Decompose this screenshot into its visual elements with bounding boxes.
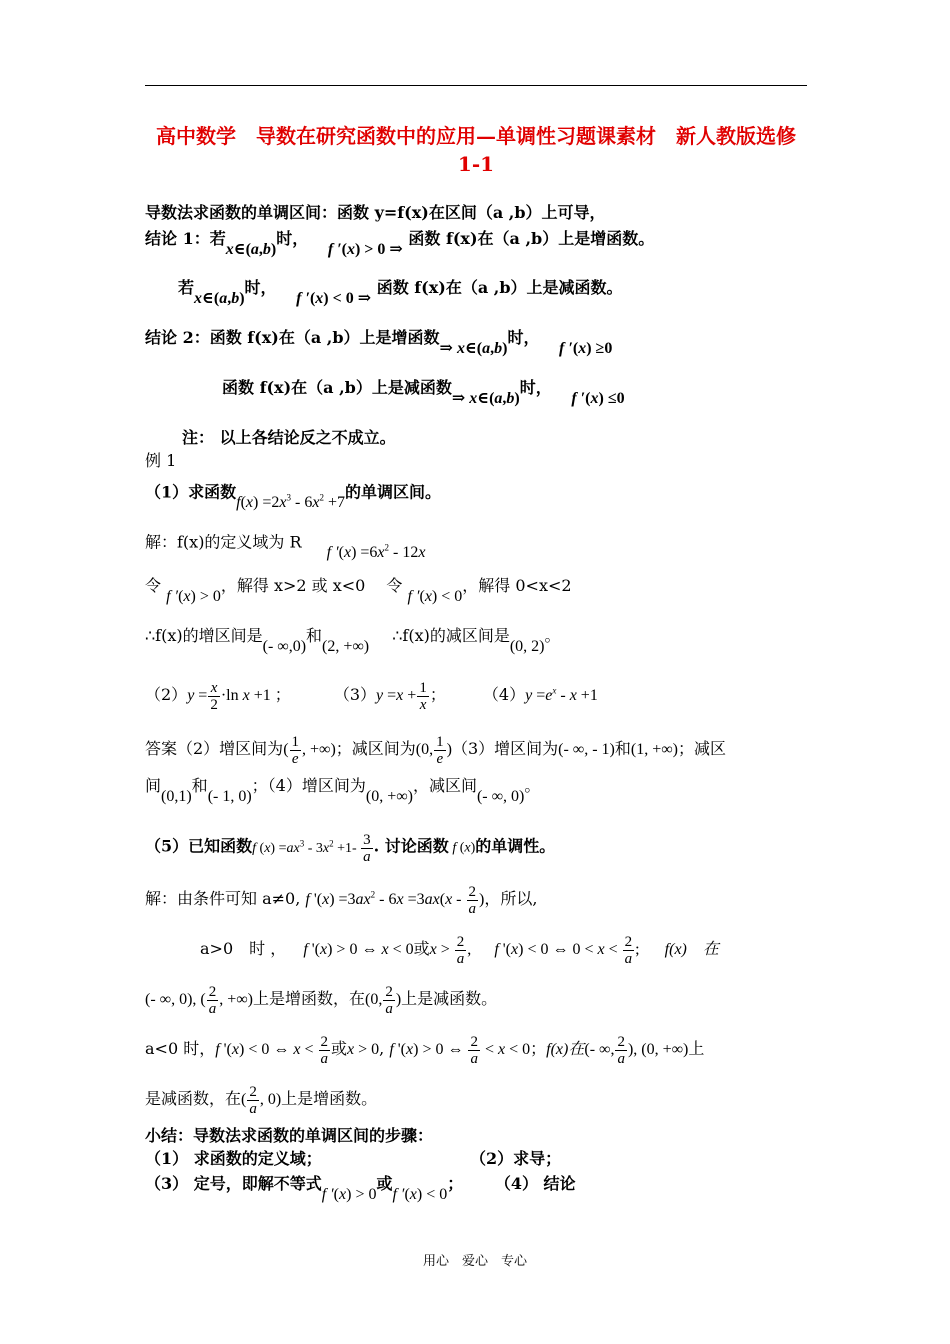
math-case-neg-increase: f '(x) > 0 ⇔ $\frac{2}{a}$ < x < 0: [389, 1034, 531, 1067]
fraction: $\frac{3}{a}$: [363, 832, 371, 865]
question-1: （1）求函数$f(x) =2x^3 - 6x^2 +7$的单调区间。: [145, 482, 441, 512]
conclusion-2b: 函数 f(x)在（a ,b）上是减函数⇒ x∈(a,b)时， f ′(x) ≤0: [222, 378, 625, 407]
document-title: 高中数学 导数在研究函数中的应用—单调性习题课素材 新人教版选修1-1: [156, 124, 796, 176]
math-interval: (0, +∞): [365, 788, 413, 805]
math-x-in-ab: x∈(a,b): [194, 290, 245, 307]
solution-1-intervals: ∴f(x)的增区间是(- ∞,0)和(2, +∞) ∴f(x)的减区间是(0, 2)。: [145, 626, 561, 655]
math-q5-function: f $(x) =ax^3 - 3x^2 +1-$ $\frac{3}{a}$: [252, 832, 371, 865]
case-a-positive: a>0 时 ， f '(x) > 0 ⇔ x < 0或x > $\frac{2}{a}$ , f '(x) < 0 ⇔ 0 < x < $\frac{2}{a}$ ; f(x) 在: [200, 934, 719, 967]
math-case-neg-decrease: f '(x) < 0 ⇔ x < $\frac{2}{a}$ 或x > 0: [215, 1034, 380, 1067]
intro-line: 导数法求函数的单调区间：函数 y=f(x)在区间（a ,b）上可导，: [145, 203, 606, 222]
math-interval: (0, 2): [509, 638, 545, 655]
case-a-negative-result: 是减函数，在( $\frac{2}{a}$ , 0)上是增函数。: [145, 1084, 378, 1117]
math-case-pos-increase: f '(x) > 0 ⇔ x < 0或x > $\frac{2}{a}$ ,: [303, 934, 472, 967]
math-q2-function: y = $\frac{x}{2}$ ·ln x +1 ；: [187, 680, 291, 713]
math-interval: (- ∞, 0), ( $\frac{2}{a}$ , +∞): [145, 984, 253, 1017]
fraction: $\frac{2}{a}$: [468, 884, 476, 917]
fraction: $\frac{2}{a}$: [249, 1084, 257, 1117]
math-fprime-lt0: f ′(x) < 0: [407, 588, 463, 605]
solution-5-line: 解：由条件可知 a≠0, f '$(x) =3ax^2 - 6x =3ax(x$ - $\frac{2}{a}$ )，所以,: [145, 884, 538, 917]
fraction: $\frac{2}{a}$: [208, 984, 217, 1017]
answers-line-2: 间(0,1)和(- 1, 0)；（4）增区间为(0, +∞)，减区间(- ∞, 0)。: [145, 776, 541, 805]
fraction: $\frac{2}{a}$: [617, 1034, 625, 1067]
fraction: $\frac{1}{x}$: [419, 680, 427, 713]
math-implies-x-in-ab: ⇒ x∈(a,b): [451, 390, 520, 407]
math-implies-x-in-ab: ⇒ x∈(a,b): [439, 340, 508, 357]
page-footer: 用心 爱心 专心: [422, 1254, 527, 1269]
math-interval: (- ∞, $\frac{2}{a}$ ), (0, +∞): [584, 1034, 689, 1067]
math-derivative-q1: f $'(x) =6x^2 - 12x$: [326, 543, 426, 562]
math-case-pos-decrease: f '(x) < 0 ⇔ 0 < x < $\frac{2}{a}$ ;: [494, 934, 640, 967]
math-q3-function: y =x + $\frac{1}{x}$ ；: [376, 680, 446, 713]
math-derivative-q5: f '$(x) =3ax^2 - 6x =3ax(x$ - $\frac{2}{a}$ ): [305, 884, 485, 917]
conclusion-1b: 若x∈(a,b)时， f ′(x) < 0 ⇒ 函数 f(x)在（a ,b）上是减函数。: [178, 278, 623, 307]
fraction: $\frac{1}{e}$: [436, 734, 444, 767]
conclusion-1: 结论 1：若x∈(a,b)时， f ′(x) > 0 ⇒ 函数 f(x)在（a ,b）上是增函数。: [145, 229, 655, 258]
fraction: $\frac{x}{2}$: [210, 680, 218, 713]
math-interval: (0,1): [161, 788, 192, 805]
math-interval: (0, $\frac{1}{e}$ ): [415, 734, 452, 767]
math-interval: ( $\frac{2}{a}$ , 0): [241, 1084, 282, 1117]
note-line: 注： 以上各结论反之不成立。: [182, 428, 396, 447]
conclusion-2: 结论 2：函数 f(x)在（a ,b）上是增函数⇒ x∈(a,b)时， f ′(x) ≥0: [145, 328, 613, 357]
example-1-label: 例 1: [145, 451, 177, 470]
fraction: $\frac{2}{a}$: [456, 934, 465, 967]
case-a-positive-result: (- ∞, 0), ( $\frac{2}{a}$ , +∞)上是增函数，在(0, $\frac{2}{a}$ )上是减函数。: [145, 984, 498, 1017]
math-fprime-gt0: f ′(x) > 0 ⇒: [327, 241, 403, 258]
answers-line-1: 答案（2）增区间为( $\frac{1}{e}$ , +∞)；减区间为(0, $\frac{1}{e}$ )（3）增区间为(- ∞, - 1)和(1, +∞)；减区: [145, 734, 726, 767]
math-fprime-lt0: f ′(x) < 0 ⇒: [296, 290, 372, 307]
fraction: $\frac{1}{e}$: [291, 734, 300, 767]
math-fprime-gt0: f ′(x) > 0: [166, 588, 221, 605]
fraction: $\frac{2}{a}$: [320, 1034, 328, 1067]
math-x-in-ab: x∈(a,b): [225, 241, 277, 258]
fraction: $\frac{2}{a}$: [624, 934, 633, 967]
math-fprime-ge0: f ′(x) ≥0: [559, 340, 613, 357]
fraction: $\frac{2}{a}$: [385, 984, 393, 1017]
question-5: （5）已知函数f $(x) =ax^3 - 3x^2 +1-$ $\frac{3}{a}$ . 讨论函数 f (x)的单调性。: [145, 832, 556, 865]
summary-steps-1-2: （1） 求函数的定义域； （2）求导；: [145, 1149, 562, 1168]
summary-heading: 小结：导数法求函数的单调区间的步骤：: [145, 1126, 434, 1145]
math-interval: (- ∞,0): [262, 638, 307, 655]
math-fprime-lt0: f ′(x) < 0: [392, 1186, 448, 1203]
math-interval: (- 1, 0): [207, 788, 252, 805]
questions-2-4: （2）y = $\frac{x}{2}$ ·ln x +1 ； （3）y =x + $\frac{1}{x}$ ； $(4)y =e^x - x +1$: [145, 680, 598, 713]
math-interval: (0, $\frac{2}{a}$ ): [365, 984, 402, 1017]
math-fx: f (x): [452, 840, 476, 856]
math-interval: ( $\frac{1}{e}$ , +∞): [283, 734, 336, 767]
summary-steps-3-4: （3） 定号，即解不等式f ′(x) > 0或f ′(x) < 0； （4） 结论: [145, 1174, 576, 1203]
fraction: $\frac{2}{a}$: [470, 1034, 478, 1067]
math-fprime-gt0: f ′(x) > 0: [321, 1186, 377, 1203]
math-interval: (2, +∞): [322, 638, 370, 655]
case-a-negative: a<0 时，f '(x) < 0 ⇔ x < $\frac{2}{a}$ 或x > 0, f '(x) > 0 ⇔ $\frac{2}{a}$ < x < 0；f(x)在(- ∞, $\frac{2}{a}$ ), (0, +∞)上: [145, 1034, 705, 1067]
header-rule: [145, 85, 807, 86]
solution-1-signs: 令 f ′(x) > 0，解得 x>2 或 x<0 令 f ′(x) < 0，解得 0<x<2: [145, 576, 572, 605]
math-fprime-le0: f ′(x) ≤0: [571, 390, 625, 407]
math-interval: (1, +∞): [630, 741, 678, 759]
math-q1-function: $f(x) =2x^3 - 6x^2 +7$: [236, 493, 345, 512]
math-interval: (- ∞, 0): [476, 788, 525, 805]
solution-1-line: 解：f(x)的定义域为 R f $'(x) =6x^2 - 12x$: [145, 532, 426, 562]
math-q4-function: $y =e^x - x +1$: [525, 685, 598, 705]
math-interval: (- ∞, - 1): [558, 741, 615, 759]
